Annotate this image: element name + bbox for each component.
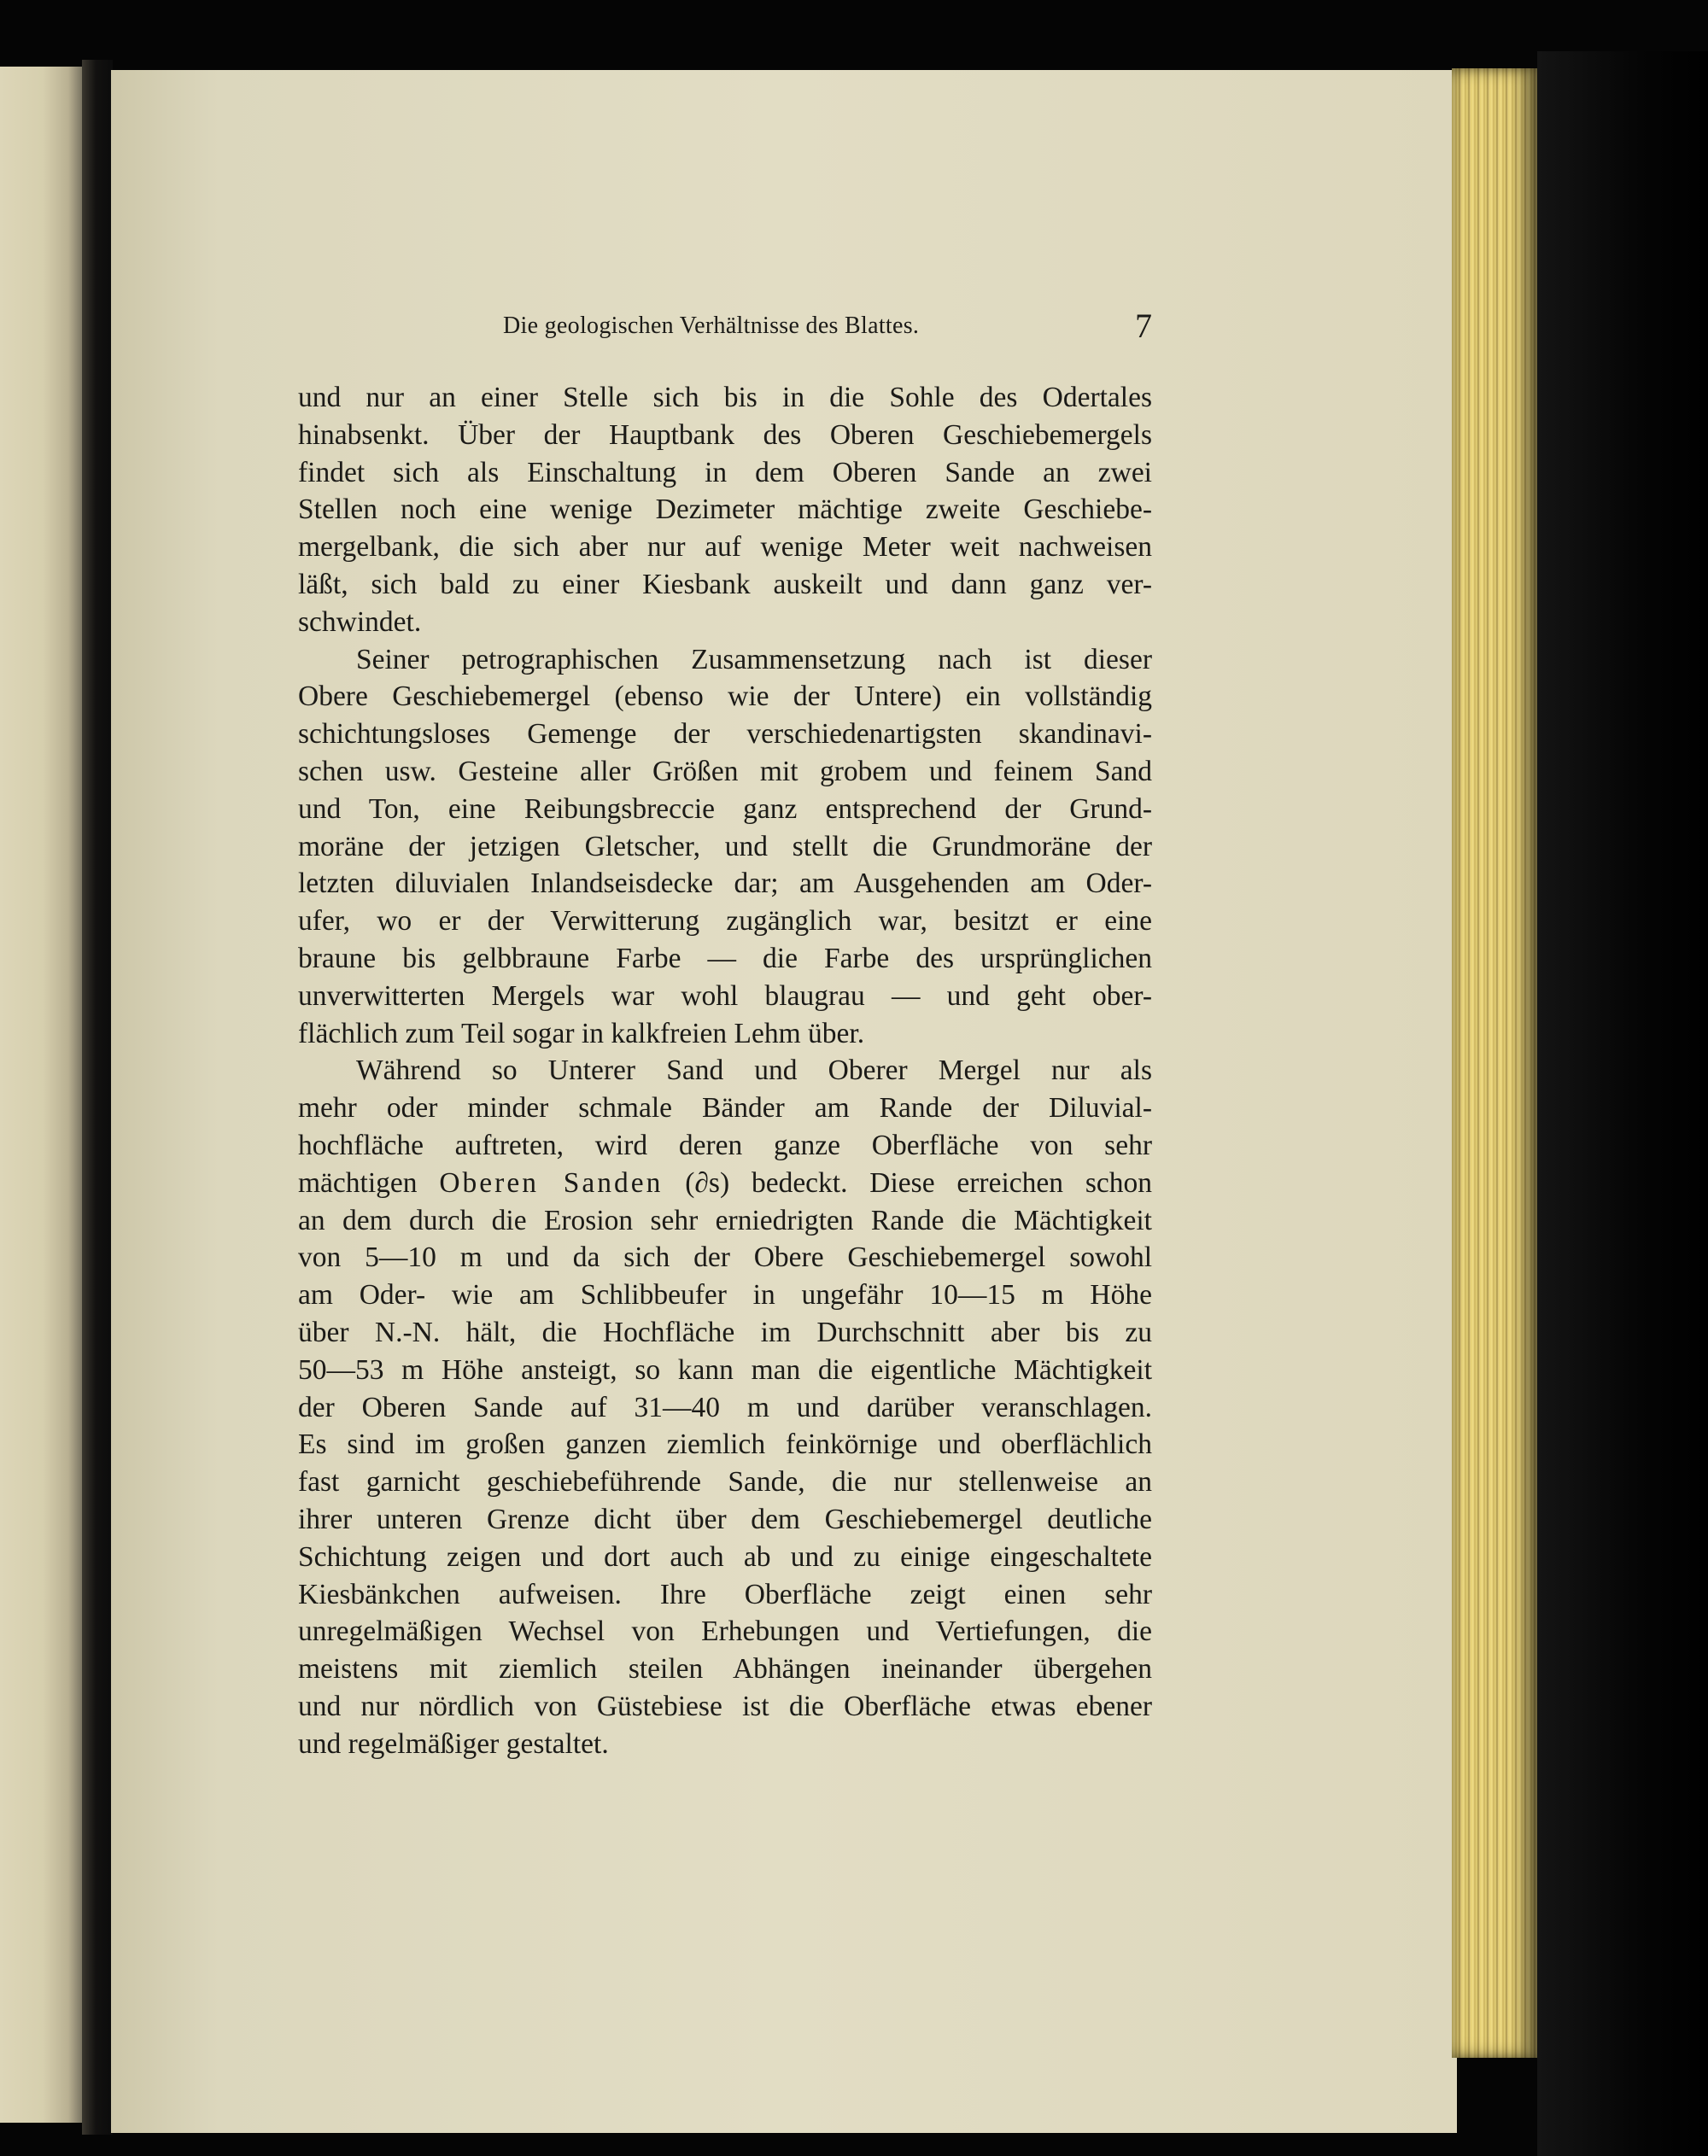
text-line: und regelmäßiger gestaltet. xyxy=(298,1727,609,1760)
text-line: schwindet. xyxy=(298,605,422,638)
text-line: ufer, wo er der Verwitterung zugänglich war, besitzt er eine xyxy=(298,905,1152,938)
book-cover-edge xyxy=(1537,51,1708,2156)
text-line: moräne der jetzigen Gletscher, und stellt die Grundmoräne der xyxy=(298,830,1152,862)
text-line: flächlich zum Teil sogar in kalkfreien Lehm über. xyxy=(298,1017,865,1049)
text-line: letzten diluvialen Inlandseisdecke dar; am Ausgehenden am Oder- xyxy=(298,868,1152,900)
paragraph-1 xyxy=(298,379,1152,641)
paragraph-3 xyxy=(298,1052,1152,1762)
page-block-edges xyxy=(1452,68,1541,2058)
text-line: von 5—10 m und da sich der Obere Geschiebemergel sowohl xyxy=(298,1242,1152,1274)
text-line: läßt, sich bald zu einer Kiesbank auskeilt und dann ganz ver- xyxy=(298,568,1152,600)
text-line: schichtungsloses Gemenge der verschiedenartigsten skandinavi- xyxy=(298,718,1152,751)
text-line: über N.-N. hält, die Hochfläche im Durchschnitt aber bis zu xyxy=(298,1316,1152,1348)
text-line: findet sich als Einschaltung in dem Oberen Sande an zwei xyxy=(298,456,1152,488)
text-line: fast garnicht geschiebeführende Sande, die nur stellenweise an xyxy=(298,1466,1152,1499)
spaced-term: Oberen Sanden xyxy=(439,1166,664,1199)
text-line: Schichtung zeigen und dort auch ab und zu einige eingeschaltete xyxy=(298,1540,1152,1573)
book-gutter xyxy=(82,60,113,2135)
paragraph-2 xyxy=(298,641,1152,1053)
text-line: und nur nördlich von Güstebiese ist die Oberfläche etwas ebener xyxy=(298,1690,1152,1722)
running-title: Die geologischen Verhältnisse des Blattes. xyxy=(503,313,920,339)
text-line: 50—53 m Höhe ansteigt, so kann man die eigentliche Mächtigkeit xyxy=(298,1353,1152,1386)
text-line: mergelbank, die sich aber nur auf wenige Meter weit nachweisen xyxy=(298,531,1152,564)
text-line: Während so Unterer Sand und Oberer Mergel nur als xyxy=(356,1055,1152,1087)
body-text xyxy=(298,379,1152,1762)
text-line: mehr oder minder schmale Bänder am Rande der Diluvial- xyxy=(298,1092,1152,1125)
text-line: schen usw. Gesteine aller Größen mit grobem und feinem Sand xyxy=(298,755,1152,787)
text-line: der Oberen Sande auf 31—40 m und darüber veranschlagen. xyxy=(298,1391,1152,1423)
text-line xyxy=(298,1165,1152,1202)
text-line: meistens mit ziemlich steilen Abhängen ineinander übergehen xyxy=(298,1653,1152,1686)
text-line: und Ton, eine Reibungsbreccie ganz entsprechend der Grund- xyxy=(298,792,1152,825)
text-fragment: mächtigen xyxy=(298,1166,440,1199)
page-text xyxy=(298,306,1152,1762)
text-line: Seiner petrographischen Zusammensetzung nach ist dieser xyxy=(356,643,1152,675)
page-number: 7 xyxy=(1135,307,1152,345)
text-line: hinabsenkt. Über der Hauptbank des Oberen Geschiebemergels xyxy=(298,418,1152,451)
text-line: Obere Geschiebemergel (ebenso wie der Untere) ein vollständig xyxy=(298,681,1152,713)
text-line: Kiesbänkchen aufweisen. Ihre Oberfläche zeigt einen sehr xyxy=(298,1578,1152,1610)
text-line: am Oder- wie am Schlibbeufer in ungefähr 10—15 m Höhe xyxy=(298,1279,1152,1312)
text-line: ihrer unteren Grenze dicht über dem Geschiebemergel deutliche xyxy=(298,1503,1152,1535)
text-fragment: (∂s) bedeckt. Diese erreichen schon xyxy=(663,1166,1152,1199)
facing-page-edge xyxy=(0,67,85,2123)
text-line: an dem durch die Erosion sehr erniedrigten Rande die Mächtigkeit xyxy=(298,1204,1152,1236)
text-line: unverwitterten Mergels war wohl blaugrau — und geht ober- xyxy=(298,979,1152,1012)
text-line: Stellen noch eine wenige Dezimeter mächtige zweite Geschiebe- xyxy=(298,494,1152,526)
text-line: braune bis gelbbraune Farbe — die Farbe des ursprünglichen xyxy=(298,942,1152,974)
text-line: unregelmäßigen Wechsel von Erhebungen und Vertiefungen, die xyxy=(298,1616,1152,1648)
text-line: hochfläche auftreten, wird deren ganze Oberfläche von sehr xyxy=(298,1129,1152,1161)
text-line: Es sind im großen ganzen ziemlich feinkörnige und oberflächlich xyxy=(298,1429,1152,1461)
text-line: und nur an einer Stelle sich bis in die Sohle des Odertales xyxy=(298,382,1152,413)
running-head xyxy=(298,306,1152,347)
